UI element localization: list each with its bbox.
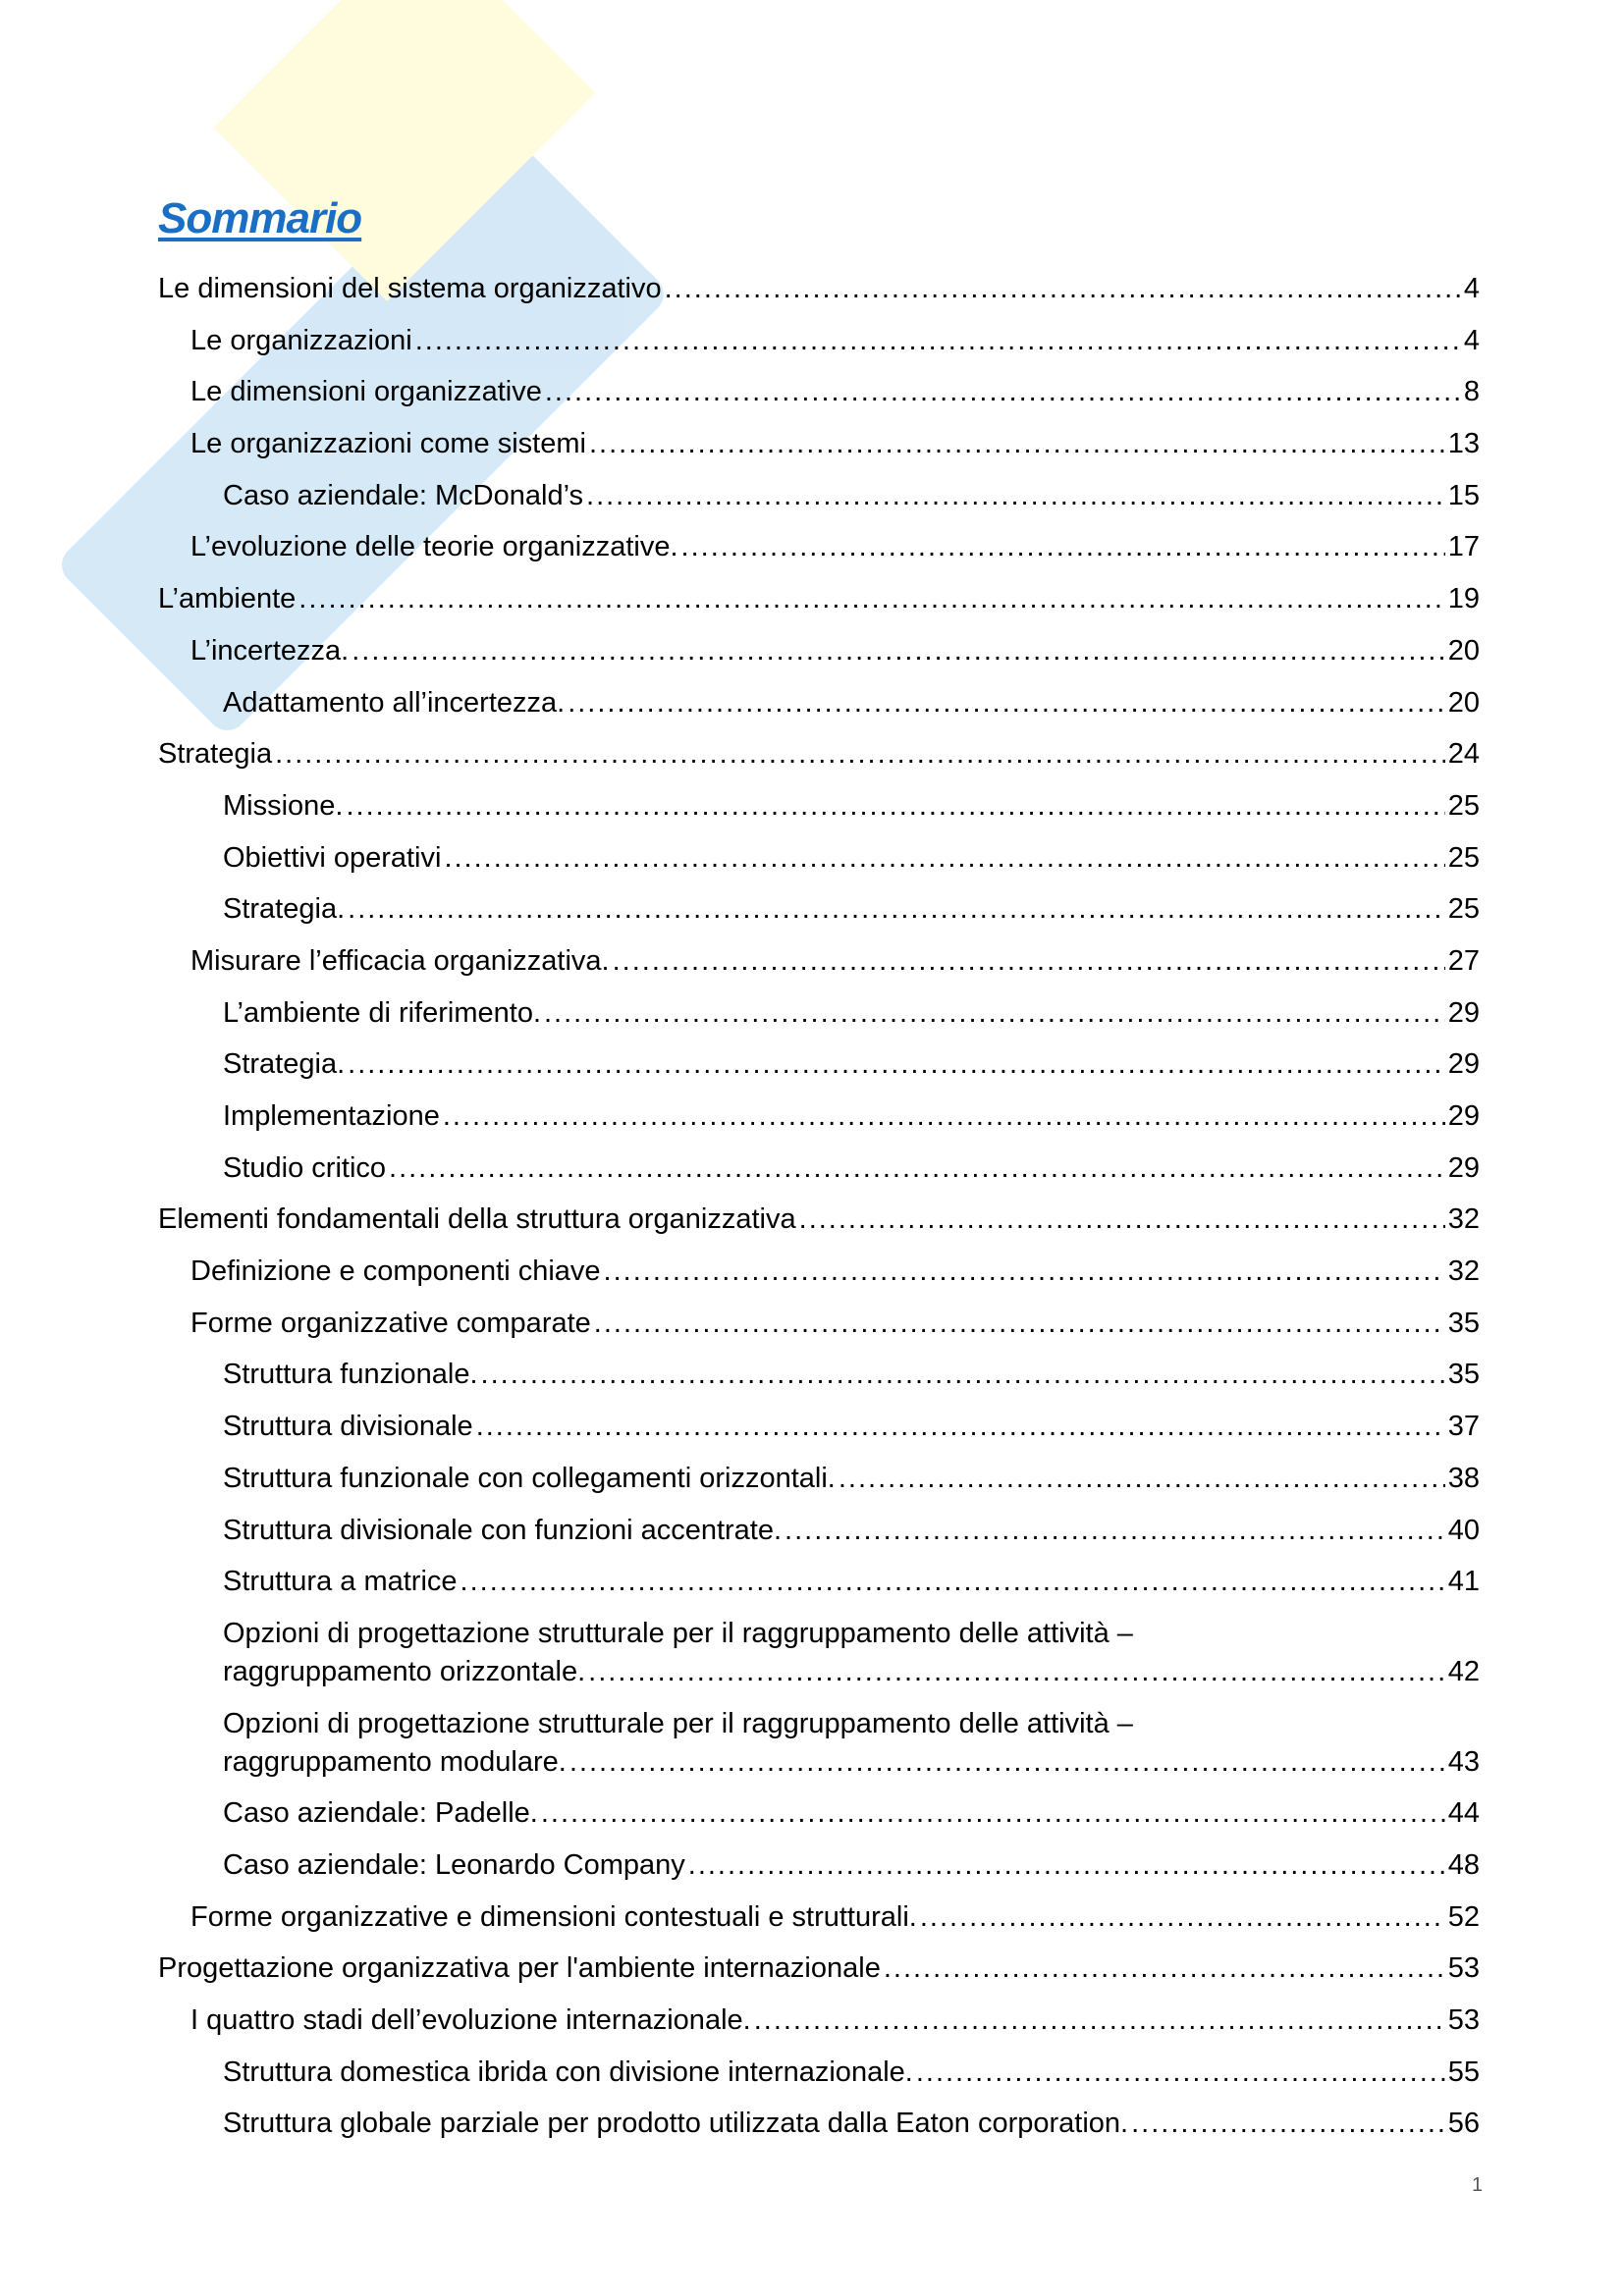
toc-entry-title: Strategia. bbox=[223, 893, 346, 926]
dot-leader bbox=[589, 425, 1445, 463]
toc-entry-title: L’ambiente di riferimento. bbox=[223, 996, 541, 1029]
dot-leader bbox=[545, 373, 1461, 411]
toc-entry[interactable] bbox=[158, 1705, 1480, 1795]
dot-leader bbox=[920, 1898, 1445, 1937]
dot-leader bbox=[1131, 2105, 1445, 2143]
toc-entry[interactable] bbox=[158, 839, 1480, 891]
dot-leader bbox=[916, 2054, 1445, 2092]
toc-entry-page: 40 bbox=[1447, 1514, 1480, 1546]
toc-entry[interactable] bbox=[158, 994, 1480, 1046]
toc-entry-page: 25 bbox=[1447, 841, 1480, 874]
dot-leader bbox=[541, 1794, 1445, 1833]
toc-entry-page: 48 bbox=[1447, 1848, 1480, 1881]
toc-entry-page: 44 bbox=[1447, 1797, 1480, 1830]
toc-entry-title: Implementazione bbox=[223, 1100, 440, 1132]
toc-entry-page: 25 bbox=[1447, 893, 1480, 926]
toc-entry-page: 20 bbox=[1447, 686, 1480, 719]
toc-entry[interactable] bbox=[158, 1149, 1480, 1201]
toc-entry[interactable] bbox=[158, 890, 1480, 942]
dot-leader bbox=[613, 942, 1445, 981]
toc-entry-title: Caso aziendale: Padelle. bbox=[223, 1797, 538, 1830]
toc-entry-title: Progettazione organizzativa per l'ambiente internazionale bbox=[158, 1952, 881, 1985]
toc-entry-title: Struttura funzionale con collegamenti orizzontali. bbox=[223, 1462, 836, 1494]
toc-entry[interactable] bbox=[158, 1898, 1480, 1950]
toc-entry-title: Caso aziendale: Leonardo Company bbox=[223, 1848, 685, 1881]
toc-entry[interactable] bbox=[158, 1305, 1480, 1357]
toc-entry-page: 4 bbox=[1463, 324, 1480, 356]
toc-entry[interactable] bbox=[158, 1408, 1480, 1460]
toc-entry-page: 25 bbox=[1447, 789, 1480, 822]
dot-leader bbox=[347, 787, 1445, 826]
dot-leader bbox=[348, 1045, 1445, 1084]
dot-leader bbox=[389, 1149, 1445, 1188]
toc-entry[interactable] bbox=[158, 1794, 1480, 1846]
toc-entry-title: Caso aziendale: McDonald’s bbox=[223, 479, 584, 511]
toc-entry-page: 32 bbox=[1447, 1203, 1480, 1236]
toc-entry[interactable] bbox=[158, 1356, 1480, 1408]
toc-entry[interactable] bbox=[158, 477, 1480, 529]
toc-entry[interactable] bbox=[158, 528, 1480, 580]
toc-entry-page: 29 bbox=[1447, 1100, 1480, 1132]
dot-leader bbox=[275, 735, 1445, 774]
toc-entry-title: Obiettivi operativi bbox=[223, 841, 442, 874]
toc-entry[interactable] bbox=[158, 1615, 1480, 1705]
toc-entry[interactable] bbox=[158, 684, 1480, 736]
dot-leader bbox=[586, 477, 1445, 515]
toc-entry-page: 41 bbox=[1447, 1566, 1480, 1598]
toc-entry[interactable] bbox=[158, 1201, 1480, 1253]
toc-entry-title: I quattro stadi dell’evoluzione internazionale. bbox=[190, 2004, 751, 2036]
dot-leader bbox=[298, 580, 1444, 618]
toc-entry-title: L’ambiente bbox=[158, 583, 297, 615]
toc-entry-title: Strategia. bbox=[223, 1048, 346, 1081]
toc-entry[interactable] bbox=[158, 735, 1480, 787]
toc-entry[interactable] bbox=[158, 942, 1480, 994]
dot-leader bbox=[665, 270, 1461, 308]
toc-entry-page: 53 bbox=[1447, 2004, 1480, 2036]
toc-entry-page: 29 bbox=[1447, 996, 1480, 1029]
toc-entry-page: 56 bbox=[1447, 2108, 1480, 2140]
toc-entry-title: Le dimensioni del sistema organizzativo bbox=[158, 273, 662, 304]
toc-entry-page: 8 bbox=[1463, 376, 1480, 408]
toc-entry-page: 17 bbox=[1447, 531, 1480, 563]
dot-leader bbox=[568, 684, 1445, 722]
dot-leader bbox=[754, 2002, 1445, 2040]
toc-entry-title: L’incertezza. bbox=[190, 634, 350, 667]
dot-leader bbox=[594, 1305, 1445, 1343]
toc-entry-title: Strategia bbox=[158, 738, 273, 771]
toc-entry-title: Forme organizzative comparate bbox=[190, 1307, 591, 1339]
dot-leader bbox=[444, 839, 1444, 878]
toc-entry-title: Elementi fondamentali della struttura organizzativa bbox=[158, 1203, 796, 1236]
dot-leader bbox=[799, 1201, 1445, 1239]
toc-entry-title: raggruppamento modulare. bbox=[223, 1745, 567, 1778]
toc-entry-title: Struttura funzionale. bbox=[223, 1359, 478, 1391]
dot-leader bbox=[481, 1356, 1445, 1394]
dot-leader bbox=[588, 1653, 1445, 1691]
toc-entry-title: Struttura a matrice bbox=[223, 1566, 458, 1598]
dot-leader bbox=[681, 528, 1445, 566]
dot-leader bbox=[604, 1253, 1445, 1291]
toc-entry-title-first-line: Opzioni di progettazione strutturale per il raggruppamento delle attività – bbox=[223, 1707, 1133, 1739]
dot-leader bbox=[785, 1512, 1445, 1550]
toc-entry-page: 19 bbox=[1447, 583, 1480, 615]
toc-entry-page: 29 bbox=[1447, 1048, 1480, 1081]
toc-entry-title: Struttura domestica ibrida con divisione internazionale. bbox=[223, 2056, 913, 2088]
toc-entry[interactable] bbox=[158, 425, 1480, 477]
toc-entry[interactable] bbox=[158, 1253, 1480, 1305]
toc-entry-title: Forme organizzative e dimensioni contestuali e strutturali. bbox=[190, 1900, 917, 1933]
toc-entry[interactable] bbox=[158, 1846, 1480, 1898]
toc-entry-page: 43 bbox=[1447, 1745, 1480, 1778]
toc-entry[interactable] bbox=[158, 1460, 1480, 1512]
toc-entry-page: 38 bbox=[1447, 1462, 1480, 1494]
dot-leader bbox=[839, 1460, 1445, 1498]
dot-leader bbox=[348, 890, 1445, 929]
dot-leader bbox=[544, 994, 1445, 1033]
toc-entry-page: 35 bbox=[1447, 1359, 1480, 1391]
toc-entry-page: 20 bbox=[1447, 634, 1480, 667]
toc-entry[interactable] bbox=[158, 632, 1480, 684]
toc-entry-page: 29 bbox=[1447, 1151, 1480, 1184]
toc-entry-title: Le organizzazioni come sistemi bbox=[190, 428, 586, 460]
toc-title: Sommario bbox=[158, 194, 362, 242]
toc-entry[interactable] bbox=[158, 270, 1480, 322]
toc-entry-title: Misurare l’efficacia organizzativa. bbox=[190, 944, 610, 977]
toc-entry[interactable] bbox=[158, 1512, 1480, 1564]
dot-leader bbox=[569, 1743, 1445, 1782]
toc-entry[interactable] bbox=[158, 1097, 1480, 1149]
toc-entry[interactable] bbox=[158, 1949, 1480, 2002]
toc-entry[interactable] bbox=[158, 787, 1480, 839]
toc-entry-page: 37 bbox=[1447, 1411, 1480, 1443]
toc-entry-page: 53 bbox=[1447, 1952, 1480, 1985]
toc-entry-page: 15 bbox=[1447, 479, 1480, 511]
toc-entry-page: 27 bbox=[1447, 944, 1480, 977]
toc-entry-title: L’evoluzione delle teorie organizzative. bbox=[190, 531, 678, 563]
toc-entry-page: 32 bbox=[1447, 1255, 1480, 1288]
toc-entry-page: 42 bbox=[1447, 1655, 1480, 1687]
toc-entry-page: 35 bbox=[1447, 1307, 1480, 1339]
toc-entry-title: Le organizzazioni bbox=[190, 324, 412, 356]
dot-leader bbox=[460, 1563, 1445, 1601]
dot-leader bbox=[688, 1846, 1445, 1885]
toc-entry-title: Studio critico bbox=[223, 1151, 387, 1184]
toc-entry-title: Le dimensioni organizzative bbox=[190, 376, 542, 408]
dot-leader bbox=[415, 322, 1461, 360]
toc-entry[interactable] bbox=[158, 373, 1480, 425]
toc-entry[interactable] bbox=[158, 322, 1480, 374]
dot-leader bbox=[884, 1949, 1445, 1988]
toc-entry[interactable] bbox=[158, 580, 1480, 632]
toc-entry[interactable] bbox=[158, 2105, 1480, 2157]
dot-leader bbox=[443, 1097, 1445, 1136]
toc-entry-title: Struttura divisionale bbox=[223, 1411, 473, 1443]
toc-entry-title: Struttura globale parziale per prodotto utilizzata dalla Eaton corporation. bbox=[223, 2108, 1129, 2140]
page-number: 1 bbox=[1472, 2174, 1484, 2196]
toc-entry-page: 24 bbox=[1447, 738, 1480, 771]
toc-entry-page: 13 bbox=[1447, 428, 1480, 460]
toc-entry-title-first-line: Opzioni di progettazione strutturale per il raggruppamento delle attività – bbox=[223, 1617, 1133, 1649]
toc-entry[interactable] bbox=[158, 2054, 1480, 2106]
dot-leader bbox=[352, 632, 1445, 670]
dot-leader bbox=[476, 1408, 1445, 1446]
toc-entry-title: raggruppamento orizzontale. bbox=[223, 1655, 586, 1687]
toc-entry-page: 4 bbox=[1463, 273, 1480, 304]
toc-entry[interactable] bbox=[158, 1563, 1480, 1615]
toc-entry-title: Definizione e componenti chiave bbox=[190, 1255, 601, 1288]
toc-entry-title: Struttura divisionale con funzioni accentrate. bbox=[223, 1514, 783, 1546]
table-of-contents bbox=[158, 270, 1480, 2157]
toc-entry-page: 52 bbox=[1447, 1900, 1480, 1933]
toc-entry[interactable] bbox=[158, 1045, 1480, 1097]
toc-entry-title: Missione. bbox=[223, 789, 344, 822]
toc-entry[interactable] bbox=[158, 2002, 1480, 2054]
toc-entry-page: 55 bbox=[1447, 2056, 1480, 2088]
toc-entry-title: Adattamento all’incertezza. bbox=[223, 686, 566, 719]
